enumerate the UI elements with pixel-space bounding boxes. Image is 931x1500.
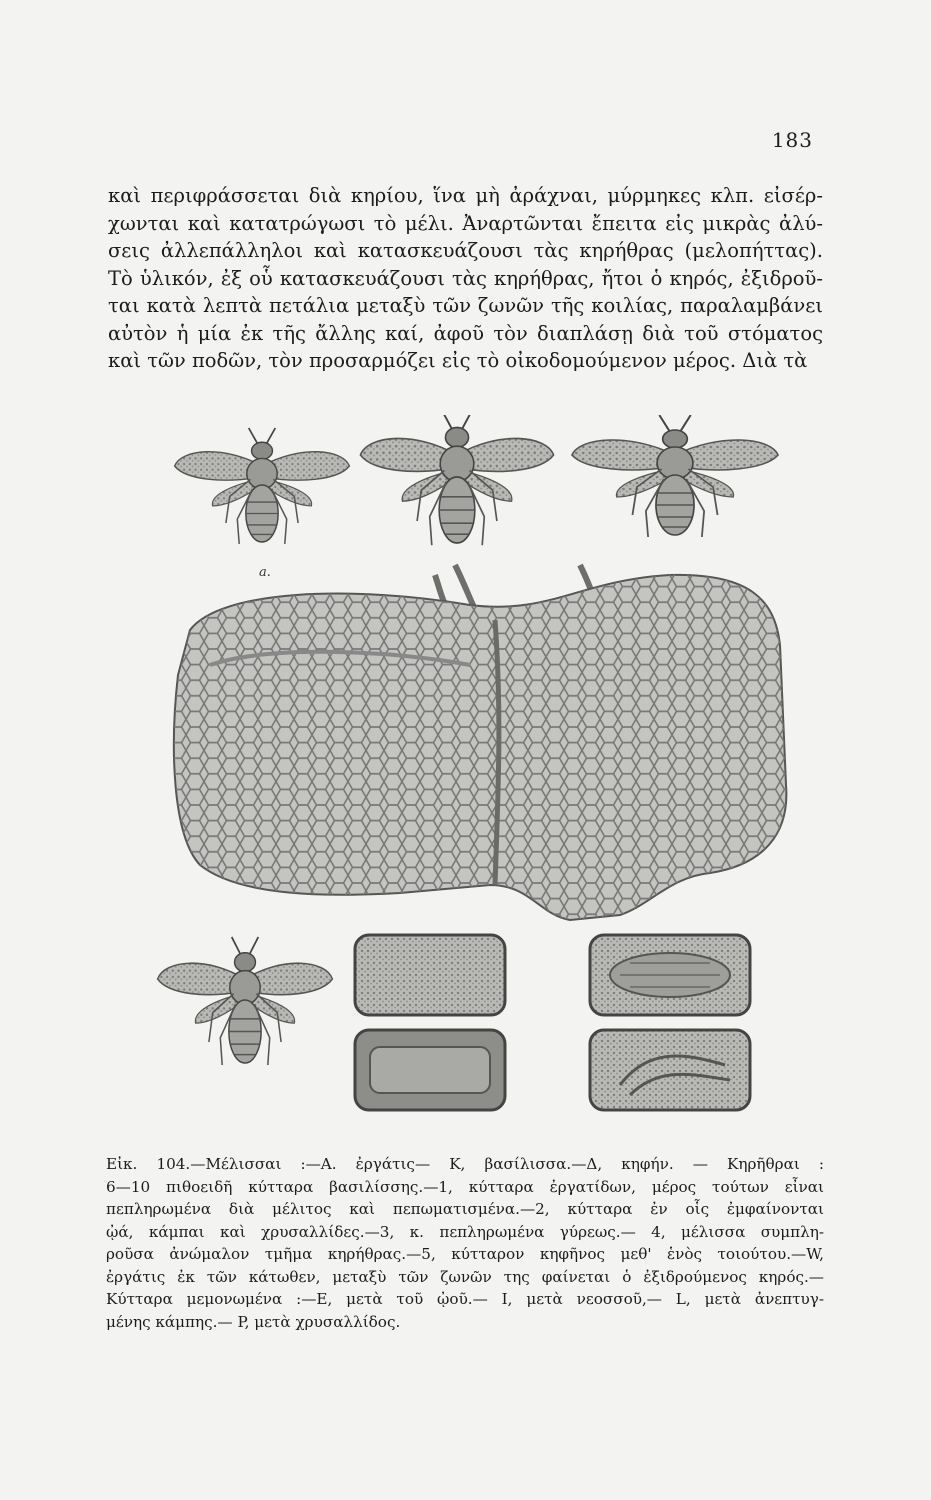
caption-line: Κύτταρα μεμονωμένα :—E, μετὰ τοῦ ᾠοῦ.— I, μετὰ νεοσσοῦ,— L, μετὰ ἀνεπτυγ- [106,1290,824,1308]
body-line: καὶ περιφράσσεται διὰ κηρίου, ἵνα μὴ ἀράχναι, μύρμηκες κλπ. εἰσέρ- [108,184,823,207]
caption-line: ᾠά, κάμπαι καὶ χρυσαλλίδες.—3, κ. πεπληρωμένα γύρεως.— 4, μέλισσα συμπλη- [106,1222,824,1241]
engraving-illustration [150,415,810,1150]
page-number: 183 [771,128,813,152]
honeycomb-illustration [174,575,786,920]
worker-bee-illustration [175,428,350,544]
body-line: καὶ τῶν ποδῶν, τὸν προσαρμόζει εἰς τὸ οἰκοδομούμενον μέρος. Διὰ τὰ [108,349,808,372]
body-line: ται κατὰ λεπτὰ πετάλια μεταξὺ τῶν ζωνῶν τῆς κοιλίας, παραλαμβάνει [108,294,823,317]
body-line: χωνται καὶ κατατρώγωσι τὸ μέλι. Ἀναρτῶνται ἔπειτα εἰς μικρὰς ἀλύ- [108,211,823,235]
worker-underside-illustration [158,937,333,1065]
drone-bee-illustration [572,415,778,537]
caption-line: Εἰκ. 104.—Μέλισσαι :—A. ἐργάτις— K, βασίλισσα.—Δ, κηφήν. — Κηρῆθραι : [106,1155,824,1173]
caption-line: ἐργάτις ἐκ τῶν κάτωθεν, μεταξὺ τῶν ζωνῶν της φαίνεται ὁ ἐξιδρούμενος κηρός.— [106,1267,824,1286]
body-paragraph [108,182,823,375]
figure-label: a. [259,565,271,580]
caption-line: πεπληρωμένα διὰ μέλιτος καὶ πεπωματισμένα.—2, κύτταρα ἐν οἷς ἐμφαίνονται [106,1200,824,1218]
queen-bee-illustration [360,415,553,545]
caption-line: 6—10 πιθοειδῆ κύτταρα βασιλίσσης.—1, κύτταρα ἐργατίδων, μέρος τούτων εἶναι [106,1177,824,1196]
bees-honeycomb-figure [150,415,810,1150]
isolated-cells-illustration [355,935,750,1110]
figure-caption [106,1153,824,1333]
caption-line: μένης κάμπης.— P, μετὰ χρυσαλλίδος. [106,1312,401,1331]
caption-line: ροῦσα ἀνώμαλον τμῆμα κηρήθρας.—5, κύτταρον κηφῆνος μεθ' ἑνὸς τοιούτου.—W, [106,1245,824,1263]
body-line: σεις ἀλλεπάλληλοι καὶ κατασκευάζουσι τὰς κηρήθρας (μελοπήττας). [108,239,823,262]
body-line: αὐτὸν ἡ μία ἐκ τῆς ἄλλης καί, ἀφοῦ τὸν διαπλάσῃ διὰ τοῦ στόματος [108,321,823,345]
body-line: Τὸ ὑλικόν, ἐξ οὗ κατασκευάζουσι τὰς κηρήθρας, ἤτοι ὁ κηρός, ἐξιδροῦ- [108,266,823,290]
